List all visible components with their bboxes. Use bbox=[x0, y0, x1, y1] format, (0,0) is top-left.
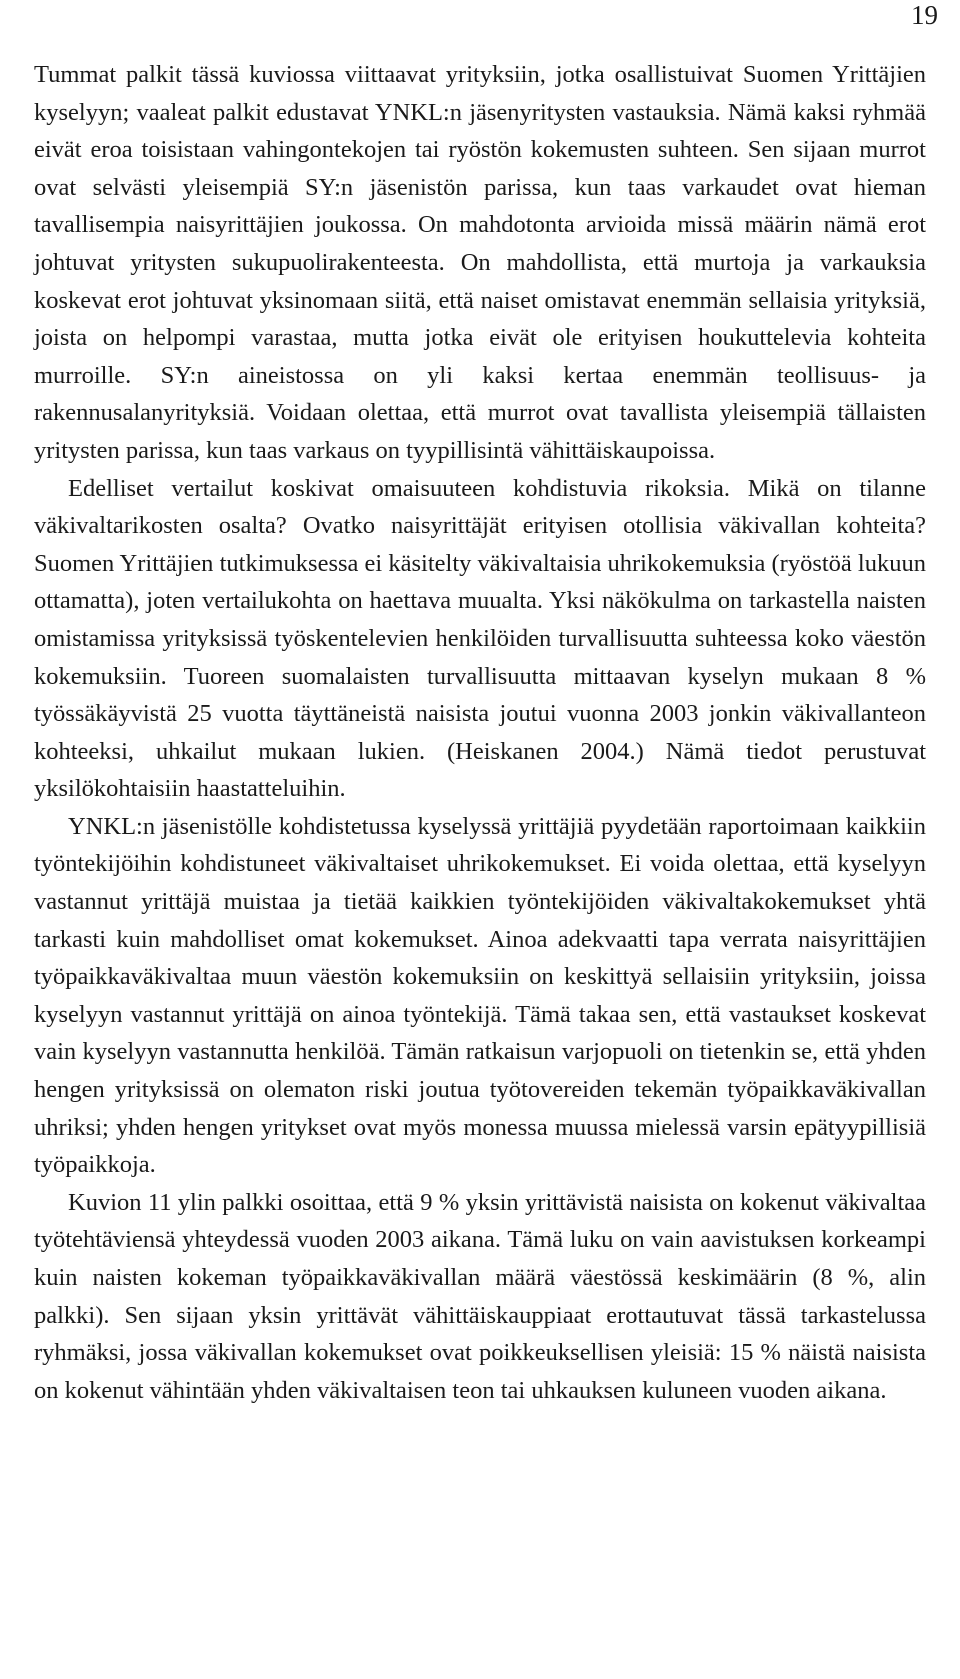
paragraph: YNKL:n jäsenistölle kohdistetussa kyselyssä yrittäjiä pyydetään raportoimaan kaikkiin työntekijöihin kohdistuneet väkivaltaiset uhrikokemukset. Ei voida olettaa, että kyselyyn vastannut yrittäjä muistaa ja tietää kaikkien työntekijöiden väkivaltakokemukset yhtä tarkasti kuin mahdolliset omat kokemukset. Ainoa adekvaatti tapa verrata naisyrittäjien työpaikkaväkivaltaa muun väestön kokemuksiin on keskittyä sellaisiin yrityksiin, joissa kyselyyn vastannut yrittäjä on ainoa työntekijä. Tämä takaa sen, että vastaukset koskevat vain kyselyyn vastannutta henkilöä. Tämän ratkaisun varjopuoli on tietenkin se, että yhden hengen yrityksissä on olematon riski joutua työtovereiden tekemän työpaikkaväkivallan uhriksi; yhden hengen yritykset ovat myös monessa muussa mielessä varsin epätyypillisiä työpaikkoja. bbox=[34, 812, 926, 1179]
paragraph: Edelliset vertailut koskivat omaisuuteen kohdistuvia rikoksia. Mikä on tilanne väkivaltarikosten osalta? Ovatko naisyrittäjät erityisen otollisia väkivallan kohteita? Suomen Yrittäjien tutkimuksessa ei käsitelty väkivaltaisia uhrikokemuksia (ryöstöä lukuun ottamatta), joten vertailukohta on haettava muualta. Yksi näkökulma on tarkastella naisten omistamissa yrityksissä työskentelevien henkilöiden turvallisuutta suhteessa koko väestön kokemuksiin. Tuoreen suomalaisten turvallisuutta mittaavan kyselyn mukaan 8 % työssäkäyvistä 25 vuotta täyttäneistä naisista joutui vuonna 2003 jonkin väkivallanteon kohteeksi, uhkailut mukaan lukien. (Heiskanen 2004.) Nämä tiedot perustuvat yksilökohtaisiin haastatteluihin. bbox=[34, 474, 926, 803]
paragraph: Tummat palkit tässä kuviossa viittaavat yrityksiin, jotka osallistuivat Suomen Yrittäjien kyselyyn; vaaleat palkit edustavat YNKL:n jäsenyritysten vastauksia. Nämä kaksi ryhmää eivät eroa toisistaan vahingontekojen tai ryöstön kokemusten suhteen. Sen sijaan murrot ovat selvästi yleisempiä SY:n jäsenistön parissa, kun taas varkaudet ovat hieman tavallisempia naisyrittäjien joukossa. On mahdotonta arvioida missä määrin nämä erot johtuvat yritysten sukupuolirakenteesta. On mahdollista, että murtoja ja varkauksia koskevat erot johtuvat yksinomaan siitä, että naiset omistavat enemmän sellaisia yrityksiä, joista on helpompi varastaa, mutta jotka eivät ole erityisen houkuttelevia kohteita murroille. SY:n aineistossa on yli kaksi kertaa enemmän teollisuus- ja rakennusalanyrityksiä. Voidaan olettaa, että murrot ovat tavallista yleisempiä tällaisten yritysten parissa, kun taas varkaus on tyypillisintä vähittäiskaupoissa. bbox=[34, 61, 926, 464]
body-text bbox=[34, 56, 926, 1409]
paragraph: Kuvion 11 ylin palkki osoittaa, että 9 % yksin yrittävistä naisista on kokenut väkivaltaa työtehtäviensä yhteydessä vuoden 2003 aikana. Tämä luku on vain aavistuksen korkeampi kuin naisten kokeman työpaikkaväkivallan määrä väestössä keskimäärin (8 %, alin palkki). Sen sijaan yksin yrittävät vähittäiskauppiaat erottautuvat tässä tarkastelussa ryhmäksi, jossa väkivallan kokemukset ovat poikkeuksellisen yleisiä: 15 % näistä naisista on kokenut vähintään yhden väkivaltaisen teon tai uhkauksen kuluneen vuoden aikana. bbox=[34, 1188, 926, 1404]
page-number: 19 bbox=[911, 0, 938, 30]
